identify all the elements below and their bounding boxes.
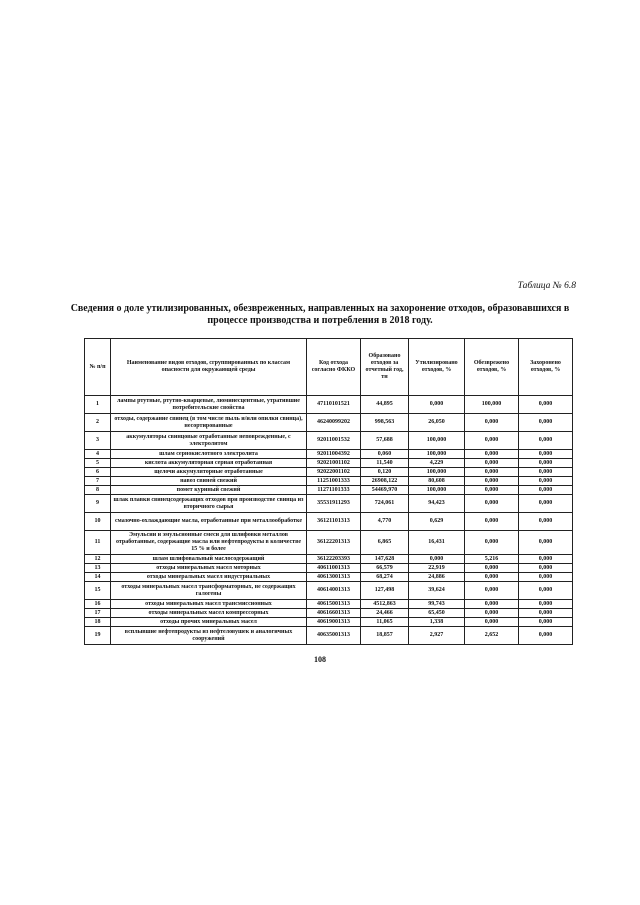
cell-neutralized: 0,000 <box>465 582 519 600</box>
cell-neutralized: 0,000 <box>465 531 519 555</box>
cell-buried: 0,000 <box>519 600 573 609</box>
cell-generated: 68,274 <box>361 573 409 582</box>
cell-name: шлак плавки свинецсодержащих отходов при производстве свинца из вторичного сырья <box>111 495 307 513</box>
cell-neutralized: 0,000 <box>465 609 519 618</box>
cell-num: 17 <box>85 609 111 618</box>
cell-buried: 0,000 <box>519 627 573 645</box>
cell-num: 19 <box>85 627 111 645</box>
cell-utilized: 99,743 <box>409 600 465 609</box>
cell-num: 18 <box>85 618 111 627</box>
cell-num: 6 <box>85 468 111 477</box>
cell-name: шлам сернокислотного электролита <box>111 450 307 459</box>
table-row <box>85 468 573 477</box>
cell-utilized: 0,000 <box>409 555 465 564</box>
cell-generated: 66,579 <box>361 564 409 573</box>
cell-buried: 0,000 <box>519 618 573 627</box>
cell-num: 10 <box>85 513 111 531</box>
cell-name: кислота аккумуляторная серная отработанная <box>111 459 307 468</box>
cell-name: шлам шлифовальный маслосодержащий <box>111 555 307 564</box>
cell-buried: 0,000 <box>519 468 573 477</box>
header-num: № п/п <box>85 339 111 396</box>
cell-utilized: 16,431 <box>409 531 465 555</box>
table-row <box>85 513 573 531</box>
header-generated: Образовано отходов за отчетный год, тн <box>361 339 409 396</box>
cell-code: 35531911293 <box>307 495 361 513</box>
table-row <box>85 414 573 432</box>
cell-buried: 0,000 <box>519 486 573 495</box>
cell-buried: 0,000 <box>519 555 573 564</box>
cell-num: 5 <box>85 459 111 468</box>
cell-buried: 0,000 <box>519 495 573 513</box>
cell-code: 92011004392 <box>307 450 361 459</box>
cell-code: 36122203393 <box>307 555 361 564</box>
cell-code: 47110101521 <box>307 396 361 414</box>
cell-neutralized: 0,000 <box>465 486 519 495</box>
table-row <box>85 618 573 627</box>
table-row <box>85 600 573 609</box>
cell-generated: 6,865 <box>361 531 409 555</box>
cell-neutralized: 0,000 <box>465 495 519 513</box>
table-row <box>85 495 573 513</box>
cell-utilized: 1,338 <box>409 618 465 627</box>
cell-utilized: 0,000 <box>409 396 465 414</box>
table-row <box>85 555 573 564</box>
cell-neutralized: 0,000 <box>465 459 519 468</box>
cell-neutralized: 0,000 <box>465 477 519 486</box>
table-row <box>85 477 573 486</box>
cell-generated: 11,540 <box>361 459 409 468</box>
cell-name: всплывшие нефтепродукты из нефтеловушек и аналогичных сооружений <box>111 627 307 645</box>
cell-code: 11251001333 <box>307 477 361 486</box>
cell-code: 40619001313 <box>307 618 361 627</box>
cell-utilized: 100,000 <box>409 450 465 459</box>
cell-name: аккумуляторы свинцовые отработанные неповрежденные, с электролитом <box>111 432 307 450</box>
cell-generated: 4512,863 <box>361 600 409 609</box>
cell-neutralized: 0,000 <box>465 432 519 450</box>
cell-generated: 4,770 <box>361 513 409 531</box>
table-row <box>85 582 573 600</box>
cell-name: отходы минеральных масел трансформаторных, не содержащих галогены <box>111 582 307 600</box>
table-row <box>85 564 573 573</box>
cell-name: отходы минеральных масел компрессорных <box>111 609 307 618</box>
cell-utilized: 100,000 <box>409 432 465 450</box>
cell-name: отходы минеральных масел трансмиссионных <box>111 600 307 609</box>
cell-generated: 24,466 <box>361 609 409 618</box>
cell-generated: 127,498 <box>361 582 409 600</box>
cell-buried: 0,000 <box>519 432 573 450</box>
header-name: Наименование видов отходов, сгруппированных по классам опасности для окружающей среды <box>111 339 307 396</box>
cell-neutralized: 0,000 <box>465 414 519 432</box>
cell-neutralized: 0,000 <box>465 573 519 582</box>
cell-utilized: 65,450 <box>409 609 465 618</box>
cell-neutralized: 0,000 <box>465 618 519 627</box>
cell-generated: 18,857 <box>361 627 409 645</box>
header-buried: Захоронено отходов, % <box>519 339 573 396</box>
header-utilized: Утилизировано отходов, % <box>409 339 465 396</box>
cell-neutralized: 0,000 <box>465 450 519 459</box>
cell-num: 13 <box>85 564 111 573</box>
cell-generated: 147,628 <box>361 555 409 564</box>
cell-num: 4 <box>85 450 111 459</box>
cell-num: 1 <box>85 396 111 414</box>
table-row <box>85 609 573 618</box>
cell-buried: 0,000 <box>519 459 573 468</box>
cell-generated: 0,060 <box>361 450 409 459</box>
page-title: Сведения о доле утилизированных, обезвреженных, направленных на захоронение отходов, образовавшихся в процессе производства и потребления в 2018 году. <box>70 303 570 326</box>
cell-utilized: 100,000 <box>409 486 465 495</box>
cell-generated: 57,688 <box>361 432 409 450</box>
page-number: 108 <box>314 655 326 664</box>
cell-neutralized: 2,652 <box>465 627 519 645</box>
table-row <box>85 486 573 495</box>
cell-neutralized: 5,216 <box>465 555 519 564</box>
table-row <box>85 450 573 459</box>
cell-code: 92021001102 <box>307 459 361 468</box>
cell-buried: 0,000 <box>519 564 573 573</box>
cell-name: отходы прочих минеральных масел <box>111 618 307 627</box>
cell-neutralized: 0,000 <box>465 468 519 477</box>
cell-code: 40616601313 <box>307 609 361 618</box>
cell-buried: 0,000 <box>519 450 573 459</box>
table-row <box>85 432 573 450</box>
cell-generated: 724,061 <box>361 495 409 513</box>
cell-buried: 0,000 <box>519 414 573 432</box>
cell-num: 11 <box>85 531 111 555</box>
header-code: Код отхода согласно ФККО <box>307 339 361 396</box>
cell-code: 11271101333 <box>307 486 361 495</box>
cell-code: 40635001313 <box>307 627 361 645</box>
cell-code: 40613001313 <box>307 573 361 582</box>
cell-utilized: 39,624 <box>409 582 465 600</box>
table-row <box>85 573 573 582</box>
cell-utilized: 24,886 <box>409 573 465 582</box>
cell-num: 9 <box>85 495 111 513</box>
cell-buried: 0,000 <box>519 477 573 486</box>
cell-code: 40614001313 <box>307 582 361 600</box>
cell-name: отходы минеральных масел индустриальных <box>111 573 307 582</box>
cell-num: 2 <box>85 414 111 432</box>
cell-name: отходы, содержание свинец (в том числе пыль и/или опилки свинца), несортированные <box>111 414 307 432</box>
table-row <box>85 396 573 414</box>
cell-neutralized: 100,000 <box>465 396 519 414</box>
cell-buried: 0,000 <box>519 531 573 555</box>
cell-code: 92022001102 <box>307 468 361 477</box>
cell-code: 36122201313 <box>307 531 361 555</box>
cell-generated: 998,563 <box>361 414 409 432</box>
cell-utilized: 4,229 <box>409 459 465 468</box>
cell-num: 12 <box>85 555 111 564</box>
cell-num: 16 <box>85 600 111 609</box>
cell-num: 14 <box>85 573 111 582</box>
cell-name: Эмульсии и эмульсионные смеси для шлифовки металлов отработанные, содержащие масла или нефтепродукты в количестве 15 % и более <box>111 531 307 555</box>
cell-num: 3 <box>85 432 111 450</box>
cell-generated: 54469,970 <box>361 486 409 495</box>
cell-code: 46240099202 <box>307 414 361 432</box>
cell-utilized: 80,608 <box>409 477 465 486</box>
cell-neutralized: 0,000 <box>465 513 519 531</box>
header-neutralized: Обезврежено отходов, % <box>465 339 519 396</box>
cell-code: 40611001313 <box>307 564 361 573</box>
cell-buried: 0,000 <box>519 582 573 600</box>
cell-buried: 0,000 <box>519 609 573 618</box>
cell-num: 15 <box>85 582 111 600</box>
waste-table <box>84 338 573 645</box>
cell-generated: 44,895 <box>361 396 409 414</box>
cell-generated: 0,120 <box>361 468 409 477</box>
cell-utilized: 100,000 <box>409 468 465 477</box>
cell-utilized: 0,629 <box>409 513 465 531</box>
cell-name: навоз свиней свежий <box>111 477 307 486</box>
cell-name: отходы минеральных масел моторных <box>111 564 307 573</box>
cell-code: 40615001313 <box>307 600 361 609</box>
cell-name: лампы ртутные, ртутно-кварцевые, люминесцентные, утратившие потребительские свойства <box>111 396 307 414</box>
cell-name: щелочи аккумуляторные отработанные <box>111 468 307 477</box>
table-number-label: Таблица № 6.8 <box>517 281 576 291</box>
cell-code: 92011001532 <box>307 432 361 450</box>
table-row <box>85 627 573 645</box>
cell-buried: 0,000 <box>519 573 573 582</box>
cell-neutralized: 0,000 <box>465 600 519 609</box>
cell-generated: 26908,122 <box>361 477 409 486</box>
cell-utilized: 26,050 <box>409 414 465 432</box>
cell-utilized: 2,927 <box>409 627 465 645</box>
cell-buried: 0,000 <box>519 513 573 531</box>
cell-utilized: 22,919 <box>409 564 465 573</box>
cell-num: 8 <box>85 486 111 495</box>
cell-utilized: 94,423 <box>409 495 465 513</box>
cell-num: 7 <box>85 477 111 486</box>
cell-neutralized: 0,000 <box>465 564 519 573</box>
table-header-row <box>85 339 573 396</box>
cell-name: смазочно-охлаждающие масла, отработанные при металлообработке <box>111 513 307 531</box>
cell-buried: 0,000 <box>519 396 573 414</box>
table-row <box>85 459 573 468</box>
cell-name: помет куриный свежий <box>111 486 307 495</box>
cell-generated: 11,065 <box>361 618 409 627</box>
cell-code: 36121101313 <box>307 513 361 531</box>
table-row <box>85 531 573 555</box>
